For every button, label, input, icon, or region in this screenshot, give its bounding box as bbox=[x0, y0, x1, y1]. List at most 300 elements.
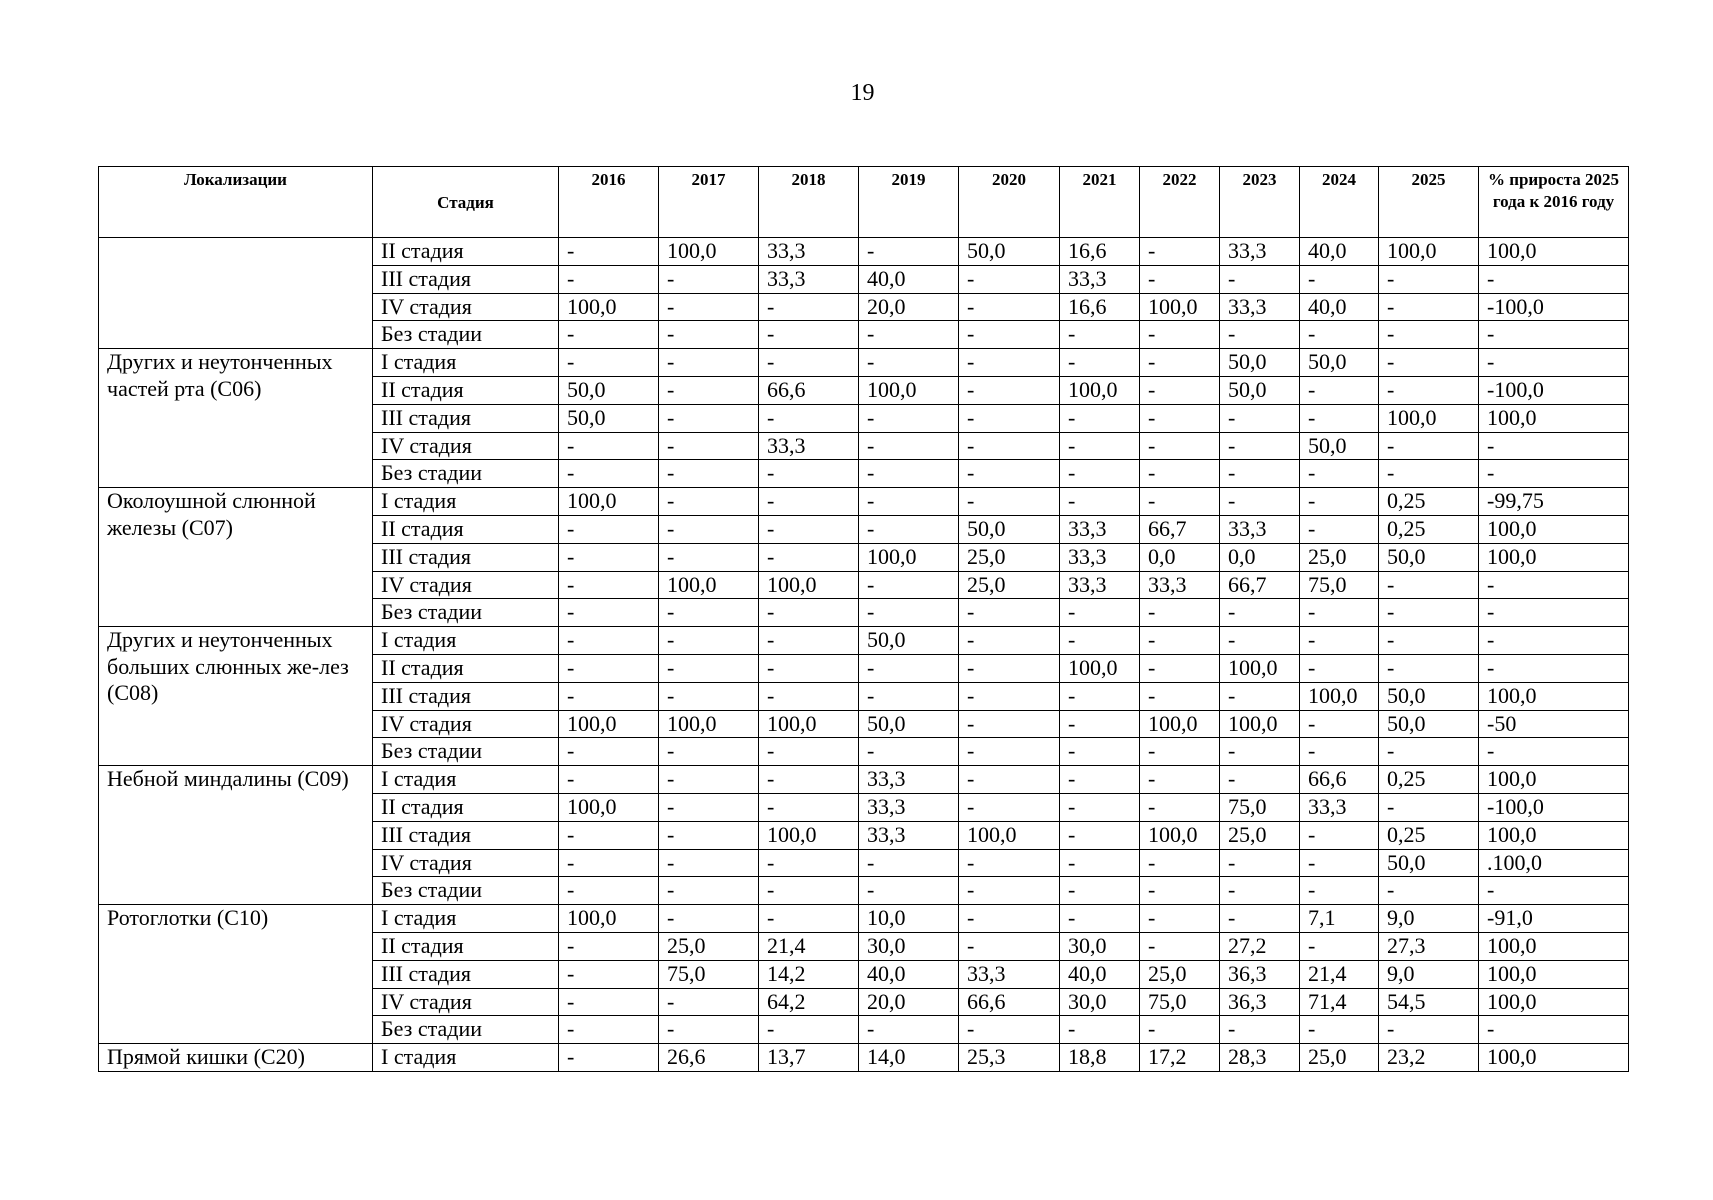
value-cell: 33,3 bbox=[759, 432, 859, 460]
value-cell: - bbox=[1220, 321, 1300, 349]
value-cell: - bbox=[1140, 877, 1220, 905]
value-cell: 0,0 bbox=[1220, 543, 1300, 571]
localization-cell: Ротоглотки (С10) bbox=[99, 905, 373, 1044]
header-year: 2016 bbox=[559, 167, 659, 238]
stage-cell: I стадия bbox=[373, 349, 559, 377]
header-localization: Локализации bbox=[99, 167, 373, 238]
value-cell: - bbox=[659, 265, 759, 293]
value-cell: - bbox=[659, 376, 759, 404]
value-cell: 40,0 bbox=[859, 960, 959, 988]
value-cell: - bbox=[859, 849, 959, 877]
value-cell: - bbox=[1379, 265, 1479, 293]
value-cell: 66,6 bbox=[759, 376, 859, 404]
header-stage: Стадия bbox=[373, 167, 559, 238]
value-cell: - bbox=[1060, 710, 1140, 738]
value-cell: 54,5 bbox=[1379, 988, 1479, 1016]
value-cell: 100,0 bbox=[1379, 404, 1479, 432]
stage-cell: III стадия bbox=[373, 543, 559, 571]
value-cell: - bbox=[959, 932, 1060, 960]
value-cell: - bbox=[559, 265, 659, 293]
value-cell: - bbox=[1300, 488, 1379, 516]
value-cell: - bbox=[959, 404, 1060, 432]
value-cell: - bbox=[1140, 321, 1220, 349]
value-cell: 33,3 bbox=[759, 238, 859, 266]
value-cell: - bbox=[1140, 599, 1220, 627]
value-cell: - bbox=[1379, 571, 1479, 599]
value-cell: 33,3 bbox=[1220, 293, 1300, 321]
value-cell: - bbox=[1060, 488, 1140, 516]
stage-cell: III стадия bbox=[373, 682, 559, 710]
growth-cell: - bbox=[1479, 1016, 1629, 1044]
stage-cell: II стадия bbox=[373, 515, 559, 543]
value-cell: - bbox=[659, 432, 759, 460]
value-cell: - bbox=[859, 738, 959, 766]
value-cell: - bbox=[759, 682, 859, 710]
value-cell: - bbox=[759, 654, 859, 682]
value-cell: - bbox=[1300, 1016, 1379, 1044]
value-cell: - bbox=[559, 515, 659, 543]
growth-cell: - bbox=[1479, 627, 1629, 655]
value-cell: - bbox=[959, 321, 1060, 349]
value-cell: - bbox=[1060, 905, 1140, 933]
value-cell: - bbox=[959, 849, 1060, 877]
value-cell: 30,0 bbox=[859, 932, 959, 960]
value-cell: 7,1 bbox=[1300, 905, 1379, 933]
value-cell: - bbox=[959, 682, 1060, 710]
value-cell: 0,0 bbox=[1140, 543, 1220, 571]
value-cell: 100,0 bbox=[559, 905, 659, 933]
growth-cell: -100,0 bbox=[1479, 376, 1629, 404]
value-cell: - bbox=[1300, 627, 1379, 655]
value-cell: - bbox=[1060, 432, 1140, 460]
value-cell: - bbox=[659, 905, 759, 933]
value-cell: 36,3 bbox=[1220, 988, 1300, 1016]
value-cell: 0,25 bbox=[1379, 488, 1479, 516]
localization-cell: Прямой кишки (С20) bbox=[99, 1044, 373, 1072]
value-cell: 33,3 bbox=[1060, 543, 1140, 571]
value-cell: 0,25 bbox=[1379, 821, 1479, 849]
value-cell: - bbox=[1379, 793, 1479, 821]
value-cell: 33,3 bbox=[1300, 793, 1379, 821]
value-cell: 100,0 bbox=[559, 488, 659, 516]
header-row bbox=[99, 167, 1629, 238]
value-cell: - bbox=[1379, 376, 1479, 404]
localization-cell: Других и неутонченных частей рта (С06) bbox=[99, 349, 373, 488]
value-cell: - bbox=[559, 988, 659, 1016]
value-cell: 100,0 bbox=[759, 571, 859, 599]
growth-cell: 100,0 bbox=[1479, 515, 1629, 543]
value-cell: 100,0 bbox=[759, 710, 859, 738]
value-cell: 33,3 bbox=[1060, 515, 1140, 543]
value-cell: - bbox=[559, 849, 659, 877]
value-cell: - bbox=[1060, 793, 1140, 821]
stage-cell: IV стадия bbox=[373, 710, 559, 738]
value-cell: - bbox=[959, 654, 1060, 682]
value-cell: 40,0 bbox=[1060, 960, 1140, 988]
value-cell: - bbox=[1140, 738, 1220, 766]
value-cell: - bbox=[659, 321, 759, 349]
stage-cell: III стадия bbox=[373, 960, 559, 988]
growth-cell: -50 bbox=[1479, 710, 1629, 738]
value-cell: 25,0 bbox=[1300, 543, 1379, 571]
value-cell: - bbox=[859, 877, 959, 905]
value-cell: - bbox=[1060, 1016, 1140, 1044]
value-cell: - bbox=[959, 376, 1060, 404]
value-cell: - bbox=[1379, 349, 1479, 377]
value-cell: - bbox=[659, 543, 759, 571]
value-cell: 66,6 bbox=[959, 988, 1060, 1016]
stage-cell: II стадия bbox=[373, 932, 559, 960]
growth-cell: 100,0 bbox=[1479, 932, 1629, 960]
value-cell: - bbox=[1140, 349, 1220, 377]
table-header bbox=[99, 167, 1629, 238]
value-cell: 100,0 bbox=[559, 793, 659, 821]
value-cell: - bbox=[959, 738, 1060, 766]
header-year: 2025 bbox=[1379, 167, 1479, 238]
stage-cell: IV стадия bbox=[373, 849, 559, 877]
value-cell: 33,3 bbox=[759, 265, 859, 293]
value-cell: - bbox=[1140, 265, 1220, 293]
value-cell: 66,7 bbox=[1140, 515, 1220, 543]
value-cell: - bbox=[659, 654, 759, 682]
value-cell: 50,0 bbox=[859, 710, 959, 738]
value-cell: - bbox=[959, 710, 1060, 738]
value-cell: 100,0 bbox=[1379, 238, 1479, 266]
value-cell: - bbox=[559, 877, 659, 905]
value-cell: - bbox=[1379, 1016, 1479, 1044]
value-cell: 30,0 bbox=[1060, 988, 1140, 1016]
value-cell: - bbox=[959, 766, 1060, 794]
value-cell: - bbox=[959, 793, 1060, 821]
value-cell: - bbox=[759, 793, 859, 821]
value-cell: - bbox=[1300, 376, 1379, 404]
stage-cell: I стадия bbox=[373, 905, 559, 933]
value-cell: - bbox=[1300, 265, 1379, 293]
value-cell: - bbox=[759, 460, 859, 488]
value-cell: 0,25 bbox=[1379, 515, 1479, 543]
value-cell: 100,0 bbox=[759, 821, 859, 849]
value-cell: - bbox=[859, 321, 959, 349]
value-cell: - bbox=[759, 543, 859, 571]
growth-cell: - bbox=[1479, 654, 1629, 682]
value-cell: - bbox=[1220, 877, 1300, 905]
value-cell: - bbox=[659, 766, 759, 794]
value-cell: - bbox=[759, 515, 859, 543]
value-cell: - bbox=[659, 488, 759, 516]
value-cell: 33,3 bbox=[859, 766, 959, 794]
value-cell: 100,0 bbox=[1220, 654, 1300, 682]
value-cell: 50,0 bbox=[1379, 710, 1479, 738]
value-cell: 9,0 bbox=[1379, 960, 1479, 988]
value-cell: 50,0 bbox=[1379, 543, 1479, 571]
value-cell: 10,0 bbox=[859, 905, 959, 933]
value-cell: 100,0 bbox=[859, 543, 959, 571]
value-cell: 33,3 bbox=[859, 821, 959, 849]
value-cell: - bbox=[1379, 599, 1479, 627]
value-cell: - bbox=[559, 821, 659, 849]
value-cell: 75,0 bbox=[1300, 571, 1379, 599]
value-cell: - bbox=[1060, 599, 1140, 627]
growth-cell: .100,0 bbox=[1479, 849, 1629, 877]
header-year: 2024 bbox=[1300, 167, 1379, 238]
value-cell: - bbox=[1060, 821, 1140, 849]
stage-cell: IV стадия bbox=[373, 988, 559, 1016]
value-cell: - bbox=[1140, 793, 1220, 821]
value-cell: - bbox=[1140, 932, 1220, 960]
value-cell: - bbox=[1379, 738, 1479, 766]
value-cell: - bbox=[1060, 738, 1140, 766]
value-cell: 50,0 bbox=[1379, 682, 1479, 710]
value-cell: - bbox=[759, 738, 859, 766]
value-cell: - bbox=[659, 1016, 759, 1044]
value-cell: - bbox=[959, 905, 1060, 933]
value-cell: - bbox=[859, 349, 959, 377]
value-cell: 75,0 bbox=[659, 960, 759, 988]
growth-cell: - bbox=[1479, 571, 1629, 599]
value-cell: - bbox=[1300, 849, 1379, 877]
value-cell: 75,0 bbox=[1140, 988, 1220, 1016]
value-cell: - bbox=[559, 432, 659, 460]
value-cell: - bbox=[1379, 877, 1479, 905]
growth-cell: - bbox=[1479, 349, 1629, 377]
value-cell: - bbox=[659, 682, 759, 710]
value-cell: - bbox=[959, 488, 1060, 516]
value-cell: - bbox=[559, 738, 659, 766]
value-cell: 100,0 bbox=[659, 710, 759, 738]
stage-cell: Без стадии bbox=[373, 599, 559, 627]
value-cell: 21,4 bbox=[1300, 960, 1379, 988]
value-cell: - bbox=[759, 877, 859, 905]
value-cell: - bbox=[1379, 293, 1479, 321]
stage-cell: I стадия bbox=[373, 627, 559, 655]
value-cell: - bbox=[859, 682, 959, 710]
value-cell: 20,0 bbox=[859, 988, 959, 1016]
stage-cell: II стадия bbox=[373, 793, 559, 821]
value-cell: 40,0 bbox=[1300, 293, 1379, 321]
growth-cell: - bbox=[1479, 738, 1629, 766]
value-cell: 71,4 bbox=[1300, 988, 1379, 1016]
value-cell: - bbox=[1140, 432, 1220, 460]
value-cell: 9,0 bbox=[1379, 905, 1479, 933]
value-cell: - bbox=[1140, 654, 1220, 682]
growth-cell: 100,0 bbox=[1479, 238, 1629, 266]
value-cell: 33,3 bbox=[1220, 238, 1300, 266]
table-row bbox=[99, 1044, 1629, 1072]
value-cell: - bbox=[1220, 265, 1300, 293]
value-cell: 16,6 bbox=[1060, 238, 1140, 266]
value-cell: 50,0 bbox=[959, 238, 1060, 266]
value-cell: 100,0 bbox=[1220, 710, 1300, 738]
value-cell: - bbox=[559, 543, 659, 571]
value-cell: - bbox=[859, 238, 959, 266]
stage-cell: IV стадия bbox=[373, 293, 559, 321]
value-cell: - bbox=[959, 265, 1060, 293]
value-cell: 14,0 bbox=[859, 1044, 959, 1072]
stage-cell: Без стадии bbox=[373, 321, 559, 349]
header-year: 2017 bbox=[659, 167, 759, 238]
value-cell: 64,2 bbox=[759, 988, 859, 1016]
value-cell: 33,3 bbox=[1140, 571, 1220, 599]
value-cell: 18,8 bbox=[1060, 1044, 1140, 1072]
value-cell: - bbox=[759, 293, 859, 321]
value-cell: 33,3 bbox=[959, 960, 1060, 988]
value-cell: - bbox=[659, 821, 759, 849]
value-cell: - bbox=[659, 515, 759, 543]
value-cell: - bbox=[859, 460, 959, 488]
value-cell: - bbox=[659, 599, 759, 627]
value-cell: 100,0 bbox=[1300, 682, 1379, 710]
value-cell: - bbox=[959, 627, 1060, 655]
value-cell: - bbox=[559, 654, 659, 682]
value-cell: - bbox=[759, 488, 859, 516]
value-cell: 100,0 bbox=[659, 571, 759, 599]
value-cell: 100,0 bbox=[1060, 654, 1140, 682]
value-cell: - bbox=[1060, 460, 1140, 488]
value-cell: - bbox=[659, 293, 759, 321]
value-cell: - bbox=[959, 349, 1060, 377]
header-year: 2020 bbox=[959, 167, 1060, 238]
stage-cell: I стадия bbox=[373, 1044, 559, 1072]
value-cell: - bbox=[1140, 460, 1220, 488]
value-cell: 25,0 bbox=[1220, 821, 1300, 849]
page-number: 19 bbox=[850, 80, 875, 106]
table-body bbox=[99, 238, 1629, 1072]
growth-cell: 100,0 bbox=[1479, 821, 1629, 849]
value-cell: - bbox=[659, 460, 759, 488]
growth-cell: 100,0 bbox=[1479, 766, 1629, 794]
value-cell: - bbox=[959, 1016, 1060, 1044]
header-year: 2022 bbox=[1140, 167, 1220, 238]
value-cell: 25,3 bbox=[959, 1044, 1060, 1072]
growth-cell: -99,75 bbox=[1479, 488, 1629, 516]
value-cell: - bbox=[1379, 460, 1479, 488]
value-cell: - bbox=[1220, 599, 1300, 627]
value-cell: - bbox=[759, 905, 859, 933]
value-cell: 30,0 bbox=[1060, 932, 1140, 960]
value-cell: 25,0 bbox=[1140, 960, 1220, 988]
value-cell: 0,25 bbox=[1379, 766, 1479, 794]
value-cell: 50,0 bbox=[1379, 849, 1479, 877]
stage-cell: IV стадия bbox=[373, 571, 559, 599]
value-cell: - bbox=[1300, 877, 1379, 905]
growth-cell: 100,0 bbox=[1479, 960, 1629, 988]
value-cell: - bbox=[659, 738, 759, 766]
value-cell: 25,0 bbox=[959, 543, 1060, 571]
value-cell: - bbox=[759, 766, 859, 794]
value-cell: - bbox=[1379, 627, 1479, 655]
value-cell: - bbox=[859, 654, 959, 682]
value-cell: 50,0 bbox=[1300, 349, 1379, 377]
value-cell: - bbox=[559, 682, 659, 710]
value-cell: - bbox=[1220, 766, 1300, 794]
value-cell: - bbox=[1140, 238, 1220, 266]
growth-cell: -91,0 bbox=[1479, 905, 1629, 933]
value-cell: - bbox=[1060, 627, 1140, 655]
value-cell: 100,0 bbox=[1140, 293, 1220, 321]
value-cell: - bbox=[1220, 1016, 1300, 1044]
value-cell: - bbox=[1220, 488, 1300, 516]
value-cell: - bbox=[559, 599, 659, 627]
value-cell: - bbox=[759, 404, 859, 432]
value-cell: - bbox=[1140, 488, 1220, 516]
growth-cell: - bbox=[1479, 877, 1629, 905]
value-cell: - bbox=[1140, 376, 1220, 404]
value-cell: 100,0 bbox=[959, 821, 1060, 849]
value-cell: - bbox=[1379, 432, 1479, 460]
stage-cell: Без стадии bbox=[373, 1016, 559, 1044]
value-cell: - bbox=[659, 849, 759, 877]
stage-cell: IV стадия bbox=[373, 432, 559, 460]
value-cell: 25,0 bbox=[659, 932, 759, 960]
value-cell: - bbox=[559, 238, 659, 266]
value-cell: - bbox=[1140, 404, 1220, 432]
value-cell: - bbox=[959, 432, 1060, 460]
value-cell: - bbox=[559, 460, 659, 488]
localization-cell: Околоушной слюнной железы (С07) bbox=[99, 488, 373, 627]
value-cell: - bbox=[559, 627, 659, 655]
stage-cell: I стадия bbox=[373, 488, 559, 516]
value-cell: - bbox=[859, 571, 959, 599]
value-cell: - bbox=[659, 877, 759, 905]
value-cell: - bbox=[1140, 627, 1220, 655]
value-cell: - bbox=[759, 599, 859, 627]
value-cell: 100,0 bbox=[1140, 710, 1220, 738]
value-cell: - bbox=[659, 349, 759, 377]
growth-cell: 100,0 bbox=[1479, 543, 1629, 571]
value-cell: - bbox=[559, 932, 659, 960]
value-cell: - bbox=[1220, 432, 1300, 460]
value-cell: - bbox=[759, 849, 859, 877]
value-cell: - bbox=[659, 988, 759, 1016]
value-cell: 40,0 bbox=[1300, 238, 1379, 266]
value-cell: 40,0 bbox=[859, 265, 959, 293]
value-cell: 100,0 bbox=[559, 293, 659, 321]
header-growth: % прироста 2025 года к 2016 году bbox=[1479, 167, 1629, 238]
value-cell: - bbox=[1140, 766, 1220, 794]
value-cell: 100,0 bbox=[1140, 821, 1220, 849]
stage-distribution-table bbox=[98, 166, 1629, 1072]
value-cell: - bbox=[859, 515, 959, 543]
value-cell: 25,0 bbox=[959, 571, 1060, 599]
value-cell: - bbox=[1220, 627, 1300, 655]
value-cell: - bbox=[1220, 738, 1300, 766]
value-cell: - bbox=[959, 877, 1060, 905]
stage-cell: III стадия bbox=[373, 404, 559, 432]
value-cell: 75,0 bbox=[1220, 793, 1300, 821]
header-year: 2023 bbox=[1220, 167, 1300, 238]
value-cell: - bbox=[559, 571, 659, 599]
value-cell: - bbox=[1300, 460, 1379, 488]
localization-cell: Других и неутонченных больших слюнных же-лез (С08) bbox=[99, 627, 373, 766]
value-cell: - bbox=[1300, 821, 1379, 849]
value-cell: 28,3 bbox=[1220, 1044, 1300, 1072]
stage-cell: Без стадии bbox=[373, 460, 559, 488]
value-cell: 25,0 bbox=[1300, 1044, 1379, 1072]
value-cell: - bbox=[1300, 654, 1379, 682]
stage-cell: II стадия bbox=[373, 654, 559, 682]
value-cell: - bbox=[659, 404, 759, 432]
value-cell: 50,0 bbox=[1220, 376, 1300, 404]
header-year: 2021 bbox=[1060, 167, 1140, 238]
value-cell: - bbox=[559, 960, 659, 988]
value-cell: 16,6 bbox=[1060, 293, 1140, 321]
value-cell: - bbox=[959, 599, 1060, 627]
value-cell: - bbox=[759, 349, 859, 377]
table-row bbox=[99, 905, 1629, 933]
value-cell: - bbox=[1220, 905, 1300, 933]
value-cell: - bbox=[559, 766, 659, 794]
header-year: 2018 bbox=[759, 167, 859, 238]
